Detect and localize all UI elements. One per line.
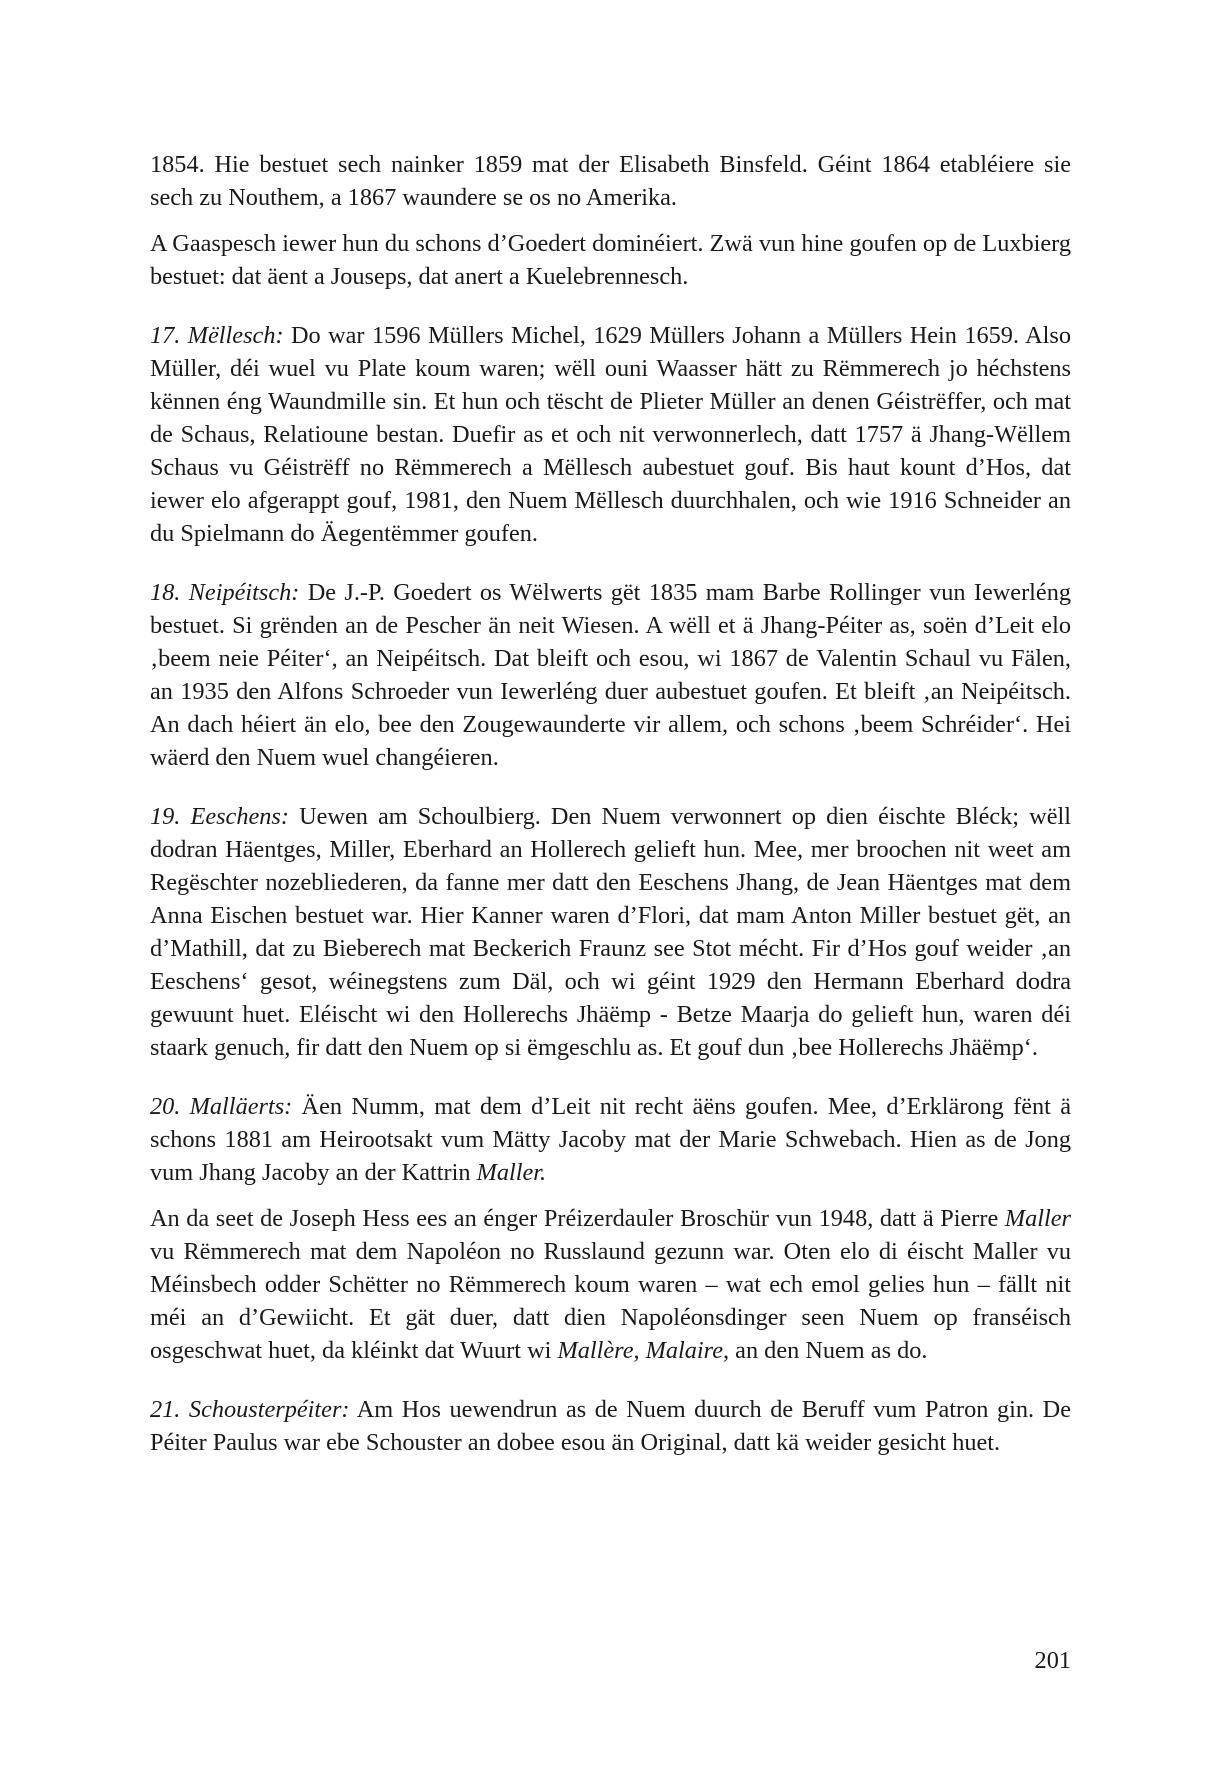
section-18-neipeitsch — [150, 576, 1071, 774]
section-text: Am Hos uewendrun as de Nuem duurch de Beruff vum Patron gin. De Péiter Paulus war ebe Schouster an dobee esou än Original, datt kä weider gesicht huet. — [150, 1396, 1071, 1456]
paragraph-text: An da seet de Joseph Hess ees an énger Préizerdauler Broschür vun 1948, datt ä Pierre — [150, 1205, 1005, 1232]
paragraph-text: 1854. Hie bestuet sech nainker 1859 mat der Elisabeth Binsfeld. Géint 1864 etabléiere sie sech zu Nouthem, a 1867 waundere se os no Amerika. — [150, 151, 1071, 211]
italic-name: Mallère, Malaire, — [557, 1337, 730, 1364]
section-17-mellesch — [150, 319, 1071, 550]
paragraph-hess — [150, 1202, 1071, 1367]
section-heading: 20. Malläerts: — [150, 1093, 293, 1120]
section-heading: 18. Neipéitsch: — [150, 579, 300, 606]
section-text: De J.-P. Goedert os Wëlwerts gët 1835 mam Barbe Rollinger vun Iewerléng bestuet. Si grënden an de Pescher än neit Wiesen. A wëll et ä Jhang-Péiter as, soën d’Leit elo ‚beem neie Péiter‘, an Neipéitsch. Dat bleift och esou, wi 1867 de Valentin Schaul vu Fälen, an 1935 den Alfons Schroeder vun Iewerléng duer aubestuet goufen. Et bleift ‚an Neipéitsch. An dach héiert än elo, bee den Zougewaunderte vir allem, och schons ‚beem Schréider‘. Hei wäerd den Nuem wuel changéieren. — [150, 579, 1071, 771]
section-text: Do war 1596 Müllers Michel, 1629 Müllers Johann a Müllers Hein 1659. Also Müller, déi wuel vu Plate koum waren; wëll ouni Waasser hätt zu Rëmmerech jo héchstens kënnen éng Waundmille sin. Et hun och tëscht de Plieter Müller an denen Géistrëffer, och mat de Schaus, Relatioune bestan. Duefir as et och nit verwonnerlech, datt 1757 ä Jhang-Wëllem Schaus vu Géistrëff no Rëmmerech a Mëllesch aubestuet gouf. Bis haut kount d’Hos, dat iewer elo afgerappt gouf, 1981, den Nuem Mëllesch duurchhalen, och wie 1916 Schneider an du Spielmann do Äegentëmmer goufen. — [150, 322, 1071, 547]
section-text: Uewen am Schoulbierg. Den Nuem verwonnert op dien éischte Bléck; wëll dodran Häentges, Miller, Eberhard an Hollerech gelieft hun. Mee, mer broochen nit weet am Regëschter nozebliederen, da fanne mer datt den Eeschens Jhang, de Jean Häentges mat dem Anna Eischen bestuet war. Hier Kanner waren d’Flori, dat mam Anton Miller bestuet gët, an d’Mathill, dat zu Bieberech mat Beckerich Fraunz see Stot mécht. Fir d’Hos gouf weider ‚an Eeschens‘ gesot, wéinegstens zum Däl, och wi géint 1929 den Hermann Eberhard dodra gewuunt huet. Eléischt wi den Hollerechs Jhäëmp - Betze Maarja do gelieft hun, waren déi staark genuch, fir datt den Nuem op si ëmgeschlu as. Et gouf dun ‚bee Hollerechs Jhäëmp‘. — [150, 803, 1071, 1061]
italic-name: Maller — [1004, 1205, 1071, 1232]
section-heading: 17. Mëllesch: — [150, 322, 284, 349]
paragraph-gaaspesch — [150, 227, 1071, 293]
italic-name: Maller. — [476, 1159, 547, 1186]
section-heading: 19. Eeschens: — [150, 803, 289, 830]
paragraph-text: vu Rëmmerech mat dem Napoléon no Russlaund gezunn war. Oten elo di éischt Maller vu Méinsbech odder Schëtter no Rëmmerech koum waren – wat ech emol gelies hun – fällt nit méi an d’Gewiicht. Et gät duer, datt dien Napoléonsdinger seen Nuem op franséisch osgeschwat huet, da kléinkt dat Wuurt wi — [150, 1238, 1071, 1364]
paragraph-text: A Gaaspesch iewer hun du schons d’Goedert dominéiert. Zwä vun hine goufen op de Luxbierg bestuet: dat äent a Jouseps, dat anert a Kuelebrennesch. — [150, 230, 1071, 290]
section-21-schousterpeiter — [150, 1393, 1071, 1459]
section-heading: 21. Schousterpéiter: — [150, 1396, 350, 1423]
section-19-eeschens — [150, 800, 1071, 1064]
section-20-mallaerts — [150, 1090, 1071, 1189]
body-text — [150, 148, 1071, 1472]
paragraph-1854 — [150, 148, 1071, 214]
section-text: Äen Numm, mat dem d’Leit nit recht äëns goufen. Mee, d’Erklärong fënt ä schons 1881 am Heirootsakt vum Mätty Jacoby mat der Marie Schwebach. Hien as de Jong vum Jhang Jacoby an der Kattrin — [150, 1093, 1071, 1186]
paragraph-text: an den Nuem as do. — [729, 1337, 928, 1364]
page-number: 201 — [1034, 1647, 1071, 1674]
